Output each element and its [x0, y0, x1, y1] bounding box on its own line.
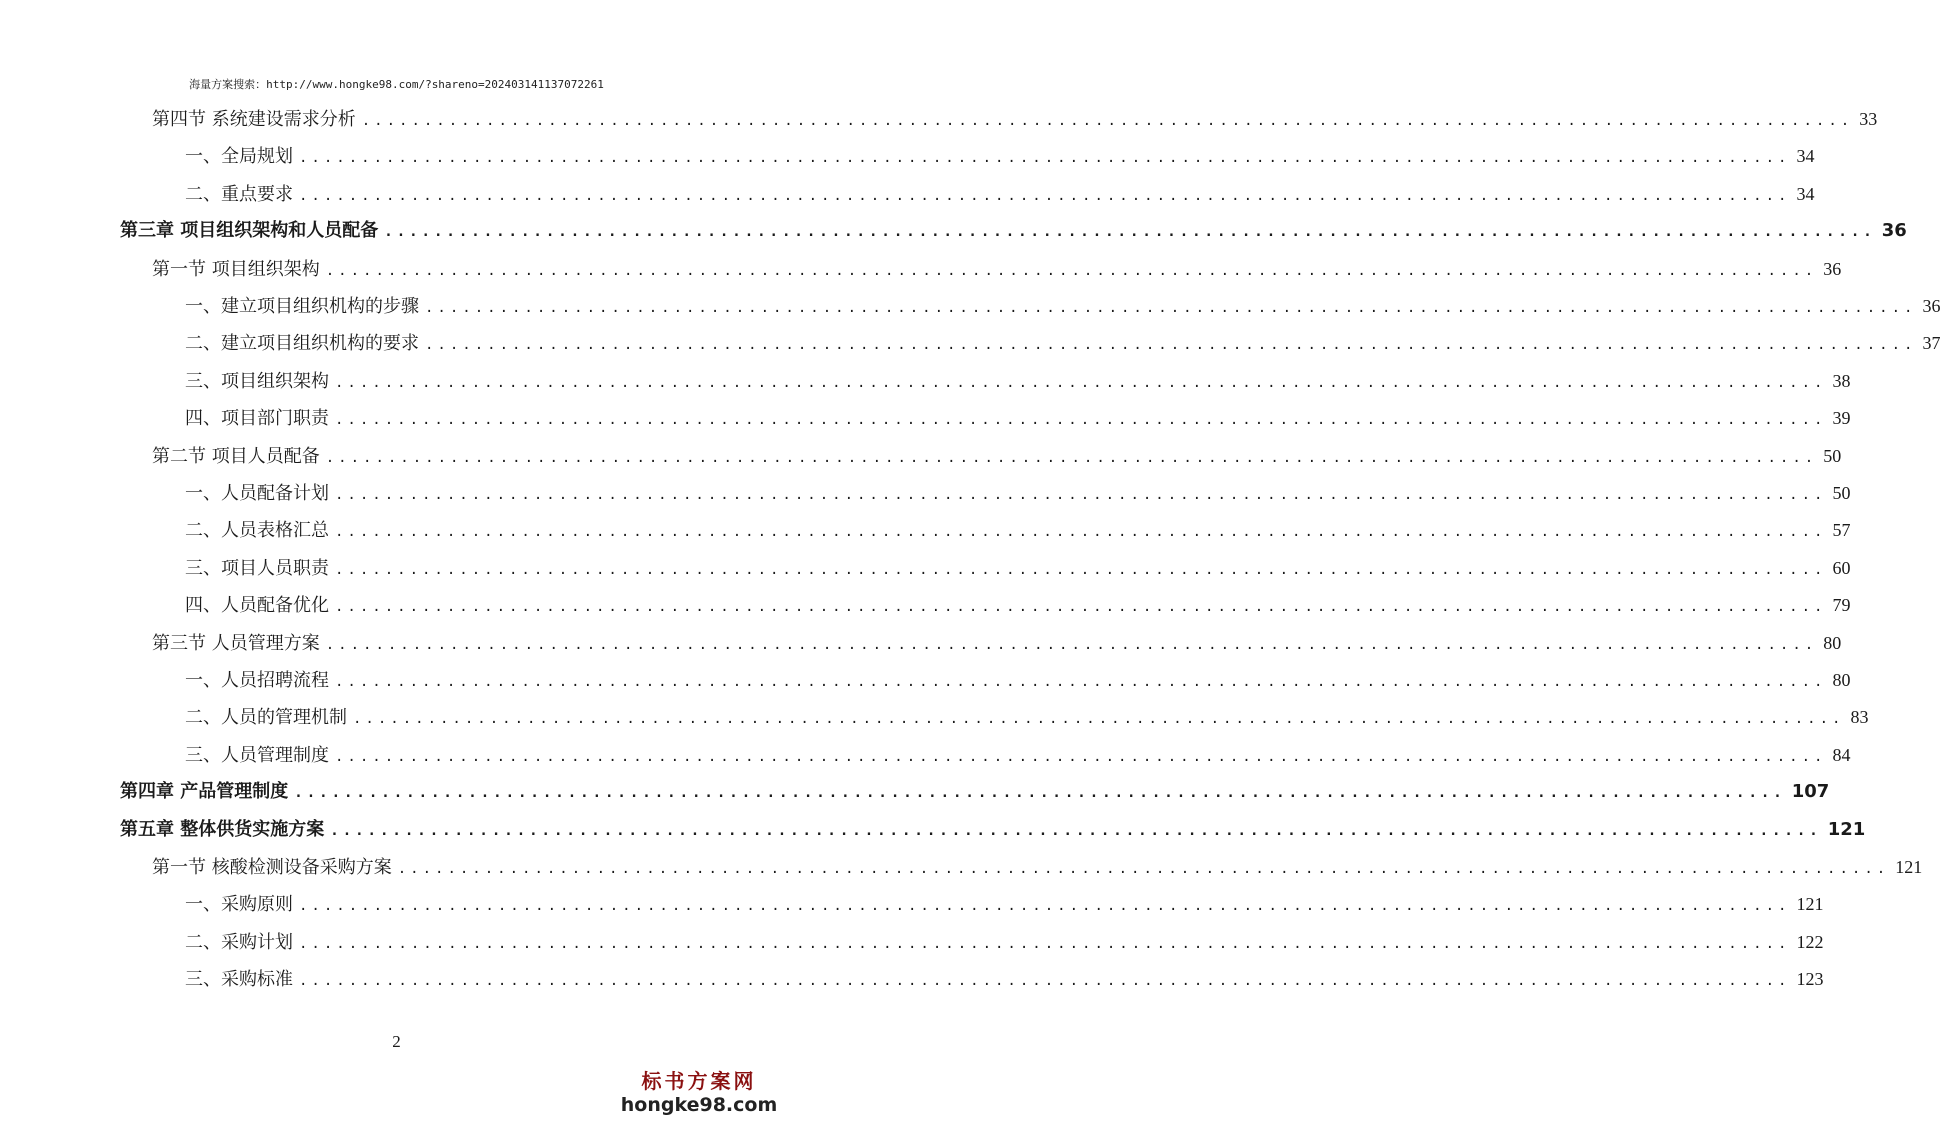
toc-entry-title: 二、重点要求 [185, 183, 293, 205]
page-header-url: 海量方案搜索：http://www.hongke98.com/?shareno=202403141137072261 [189, 78, 604, 91]
toc-subsection-entry[interactable] [185, 927, 1824, 957]
toc-entry-title: 第五章 整体供货实施方案 [120, 818, 325, 840]
toc-entry-page: 34 [1796, 146, 1815, 167]
toc-leader-dots: ........................................................................................................................ [335, 674, 1827, 690]
toc-entry-page: 60 [1832, 557, 1851, 578]
toc-entry-title: 第一节 核酸检测设备采购方案 [152, 857, 392, 878]
toc-entry-page: 36 [1922, 296, 1940, 316]
toc-subsection-entry[interactable] [185, 141, 1815, 171]
toc-entry-page: 57 [1832, 520, 1851, 541]
toc-entry-page: 80 [1823, 632, 1842, 653]
toc-leader-dots: ........................................................................................................................ [335, 412, 1827, 429]
toc-leader-dots: ........................................................................................................................ [299, 935, 1791, 952]
toc-leader-dots: ........................................................................................................................ [325, 262, 1818, 279]
toc-subsection-entry[interactable] [185, 964, 1824, 994]
toc-leader-dots: ........................................................................................................................ [425, 337, 1917, 354]
toc-subsection-entry[interactable] [185, 328, 1940, 358]
toc-entry-page: 123 [1796, 969, 1824, 990]
toc-entry-page: 34 [1796, 183, 1815, 204]
toc-entry-title: 一、采购原则 [185, 894, 293, 916]
toc-leader-dots: ........................................................................................................................ [325, 449, 1818, 466]
toc-section-entry[interactable] [152, 441, 1842, 471]
toc-entry-page: 36 [1823, 258, 1842, 279]
toc-subsection-entry[interactable] [185, 366, 1851, 396]
toc-section-entry[interactable] [152, 852, 1923, 882]
toc-leader-dots: ........................................................................................................................ [299, 898, 1791, 915]
toc-entry-page: 50 [1823, 445, 1842, 466]
toc-entry-title: 三、项目组织架构 [185, 370, 329, 392]
toc-leader-dots: ........................................................................................................................ [299, 150, 1791, 167]
toc-entry-page: 37 [1922, 333, 1940, 354]
toc-entry-title: 三、采购标准 [185, 969, 293, 991]
toc-leader-dots: ........................................................................................................................ [384, 224, 1876, 241]
toc-leader-dots: ........................................................................................................................ [299, 187, 1791, 204]
watermark-en: hongke98.com [620, 1094, 778, 1116]
toc-entry-title: 二、建立项目组织机构的要求 [185, 333, 419, 355]
toc-entry-title: 一、人员配备计划 [185, 483, 329, 504]
toc-entry-title: 一、人员招聘流程 [185, 670, 329, 691]
toc-entry-page: 83 [1850, 707, 1869, 728]
toc-entry-page: 50 [1832, 483, 1851, 503]
toc-leader-dots: ........................................................................................................................ [335, 524, 1827, 541]
toc-leader-dots: ........................................................................................................................ [335, 561, 1827, 578]
toc-subsection-entry[interactable] [185, 590, 1851, 620]
toc-entry-title: 一、全局规划 [185, 146, 293, 168]
toc-entry-title: 三、人员管理制度 [185, 744, 329, 766]
toc-leader-dots: ........................................................................................................................ [335, 748, 1827, 765]
toc-entry-page: 121 [1827, 818, 1866, 840]
toc-leader-dots: ........................................................................................................................ [299, 973, 1791, 990]
toc-entry-title: 第四节 系统建设需求分析 [152, 109, 356, 130]
toc-entry-page: 80 [1832, 670, 1851, 690]
toc-leader-dots: ........................................................................................................................ [353, 711, 1845, 728]
toc-entry-page: 39 [1832, 408, 1851, 429]
toc-chapter-entry[interactable] [120, 777, 1830, 807]
toc-leader-dots: ........................................................................................................................ [335, 374, 1827, 391]
toc-leader-dots: ........................................................................................................................ [325, 636, 1818, 653]
toc-subsection-entry[interactable] [185, 478, 1851, 508]
toc-entry-title: 二、采购计划 [185, 931, 293, 953]
toc-section-entry[interactable] [152, 628, 1842, 658]
toc-entry-title: 第一节 项目组织架构 [152, 258, 320, 280]
toc-chapter-entry[interactable] [120, 216, 1907, 246]
toc-entry-title: 二、人员的管理机制 [185, 707, 347, 729]
toc-entry-page: 38 [1832, 370, 1851, 391]
watermark-logo [619, 1065, 779, 1116]
page-number: 2 [392, 1032, 401, 1051]
toc-entry-page: 84 [1832, 744, 1851, 765]
toc-entry-page: 121 [1796, 894, 1824, 915]
toc-subsection-entry[interactable] [185, 179, 1815, 209]
toc-entry-page: 121 [1895, 857, 1923, 877]
toc-entry-title: 三、项目人员职责 [185, 557, 329, 579]
toc-leader-dots: ........................................................................................................................ [330, 822, 1822, 839]
toc-entry-page: 79 [1832, 595, 1851, 616]
toc-entry-title: 第三节 人员管理方案 [152, 632, 320, 654]
toc-subsection-entry[interactable] [185, 702, 1869, 732]
toc-subsection-entry[interactable] [185, 403, 1851, 433]
toc-entry-page: 122 [1796, 931, 1824, 952]
toc-entry-page: 33 [1859, 109, 1878, 129]
toc-leader-dots: ........................................................................................................................ [294, 785, 1786, 802]
toc-chapter-entry[interactable] [120, 815, 1866, 845]
toc-entry-title: 四、人员配备优化 [185, 595, 329, 617]
toc-entry-title: 一、建立项目组织机构的步骤 [185, 296, 419, 317]
toc-section-entry[interactable] [152, 254, 1842, 284]
toc-subsection-entry[interactable] [185, 665, 1851, 695]
toc-entry-page: 107 [1791, 781, 1830, 803]
toc-subsection-entry[interactable] [185, 553, 1851, 583]
toc-subsection-entry[interactable] [185, 515, 1851, 545]
toc-subsection-entry[interactable] [185, 889, 1824, 919]
watermark-cn: 标书方案网 [641, 1069, 757, 1093]
toc-section-entry[interactable] [152, 104, 1878, 134]
toc-leader-dots: ........................................................................................................................ [425, 300, 1917, 316]
toc-entry-title: 二、人员表格汇总 [185, 520, 329, 542]
toc-entry-title: 第三章 项目组织架构和人员配备 [120, 220, 379, 242]
toc-entry-title: 第二节 项目人员配备 [152, 445, 320, 467]
toc-leader-dots: ........................................................................................................................ [335, 487, 1827, 503]
toc-subsection-entry[interactable] [185, 740, 1851, 770]
toc-entry-page: 36 [1881, 220, 1907, 242]
toc-leader-dots: ........................................................................................................................ [397, 861, 1890, 877]
toc-entry-title: 第四章 产品管理制度 [120, 781, 289, 803]
toc-entry-title: 四、项目部门职责 [185, 408, 329, 430]
toc-leader-dots: ........................................................................................................................ [361, 113, 1854, 129]
toc-leader-dots: ........................................................................................................................ [335, 599, 1827, 616]
toc-subsection-entry[interactable] [185, 291, 1940, 321]
